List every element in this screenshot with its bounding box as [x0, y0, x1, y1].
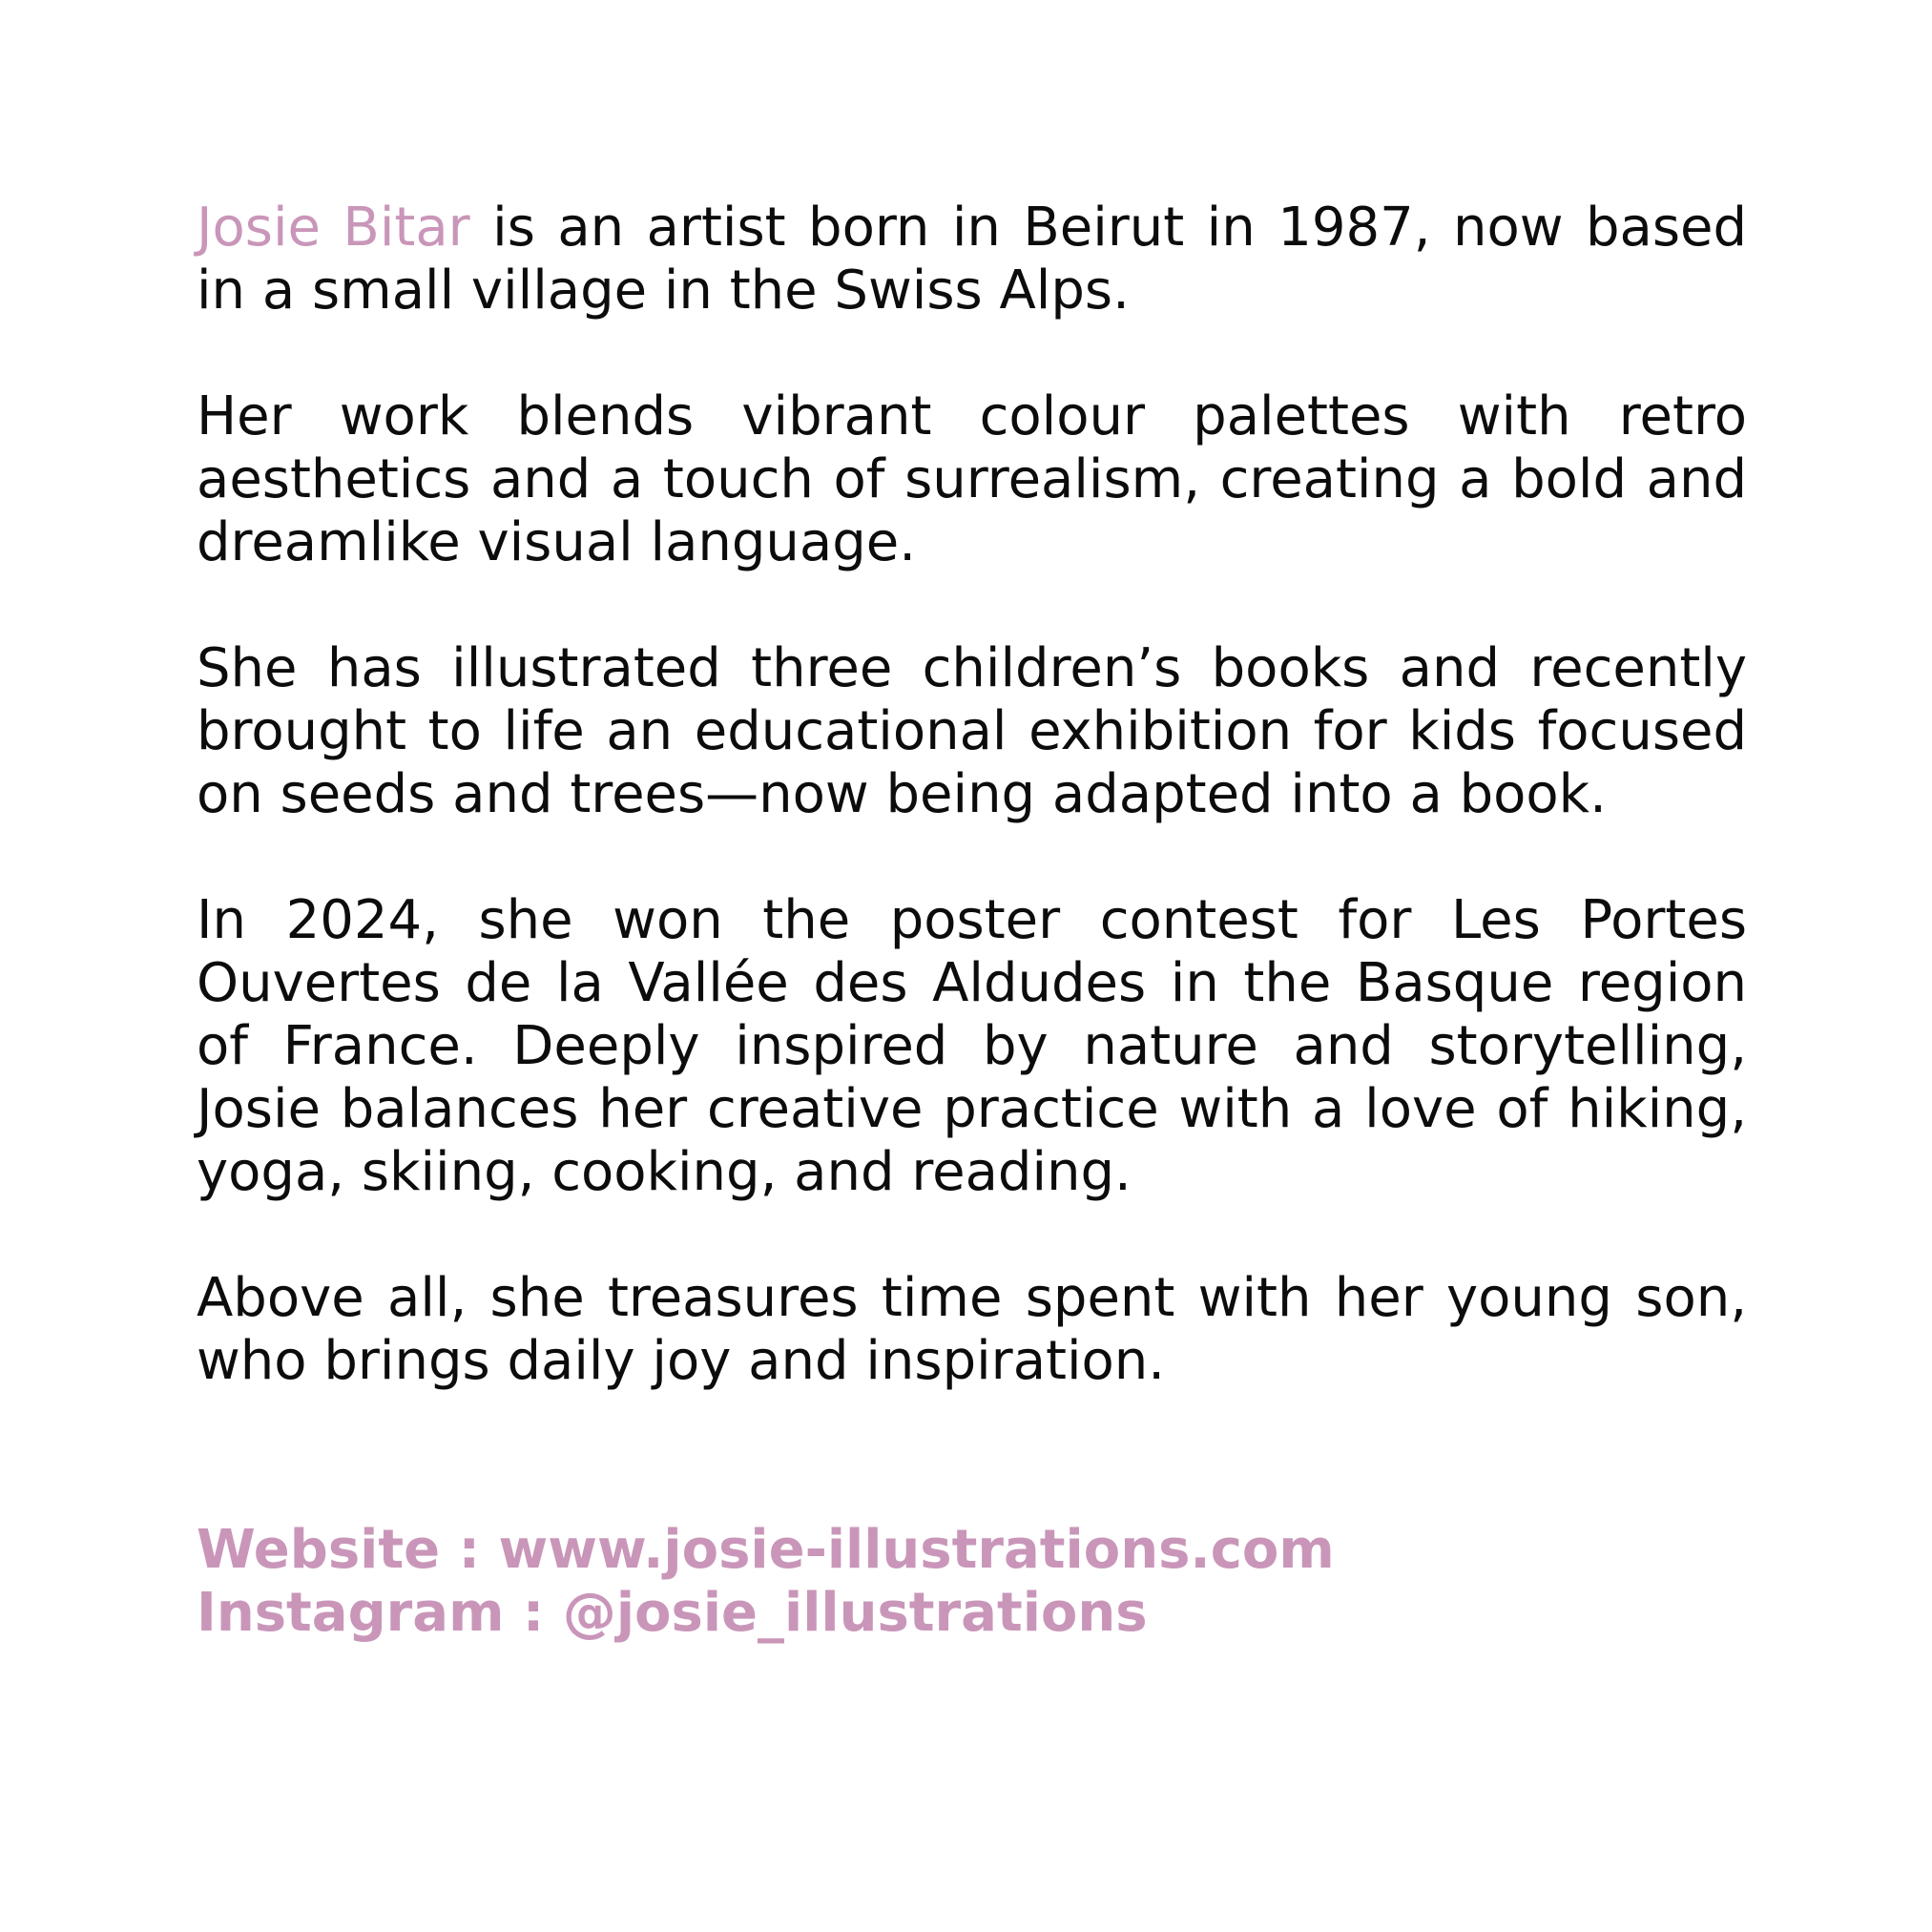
bio-intro-paragraph — [197, 197, 1747, 322]
bio-paragraph-books: She has illustrated three children’s books and recently brought to life an educational exhibition for kids focused on seeds and trees—now being adapted into a book. — [197, 637, 1747, 825]
bio-text — [197, 197, 1747, 1393]
bio-paragraph-contest: In 2024, she won the poster contest for Les Portes Ouvertes de la Vallée des Aldudes in the Basque region of France. Deeply inspired by nature and storytelling, Josie balances her creative practice with a love of hiking, yoga, skiing, cooking, and reading. — [197, 889, 1747, 1203]
bio-paragraph-family: Above all, she treasures time spent with her young son, who brings daily joy and inspiration. — [197, 1267, 1747, 1392]
bio-paragraph-style: Her work blends vibrant colour palettes with retro aesthetics and a touch of surrealism, creating a bold and dreamlike visual language. — [197, 385, 1747, 573]
artist-name: Josie Bitar — [197, 197, 470, 259]
intro-text: is an artist born in Beirut in 1987, now based in a small village in the Swiss Alps. — [197, 197, 1748, 322]
instagram-link[interactable]: Instagram : @josie_illustrations — [197, 1582, 1148, 1644]
website-link[interactable]: Website : www.josie-illustrations.com — [197, 1519, 1335, 1581]
contact-info — [197, 1519, 1747, 1645]
